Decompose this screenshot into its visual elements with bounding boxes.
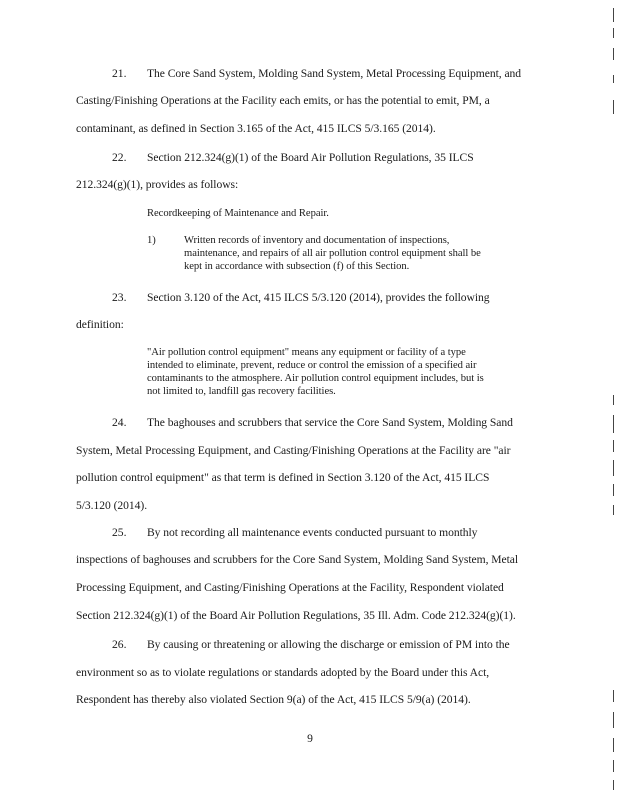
quote-line: kept in accordance with subsection (f) of this Section. bbox=[184, 261, 410, 272]
quote-line: maintenance, and repairs of all air pollution control equipment shall be bbox=[184, 248, 481, 259]
scan-mark bbox=[613, 8, 614, 22]
scan-mark bbox=[613, 484, 614, 496]
paragraph-line: Section 3.120 of the Act, 415 ILCS 5/3.120 (2014), provides the following bbox=[147, 291, 490, 304]
scan-mark bbox=[613, 395, 614, 405]
scan-mark bbox=[613, 100, 614, 114]
paragraph-line: inspections of baghouses and scrubbers for the Core Sand System, Molding Sand System, Metal bbox=[76, 553, 519, 566]
paragraph-line: Section 212.324(g)(1) of the Board Air Pollution Regulations, 35 Ill. Adm. Code 212.324(g)(1). bbox=[76, 609, 516, 622]
paragraph-number: 24. bbox=[112, 416, 127, 429]
quote-line: "Air pollution control equipment" means any equipment or facility of a type bbox=[147, 347, 466, 358]
paragraph-number: 23. bbox=[112, 291, 127, 304]
scan-mark bbox=[613, 75, 614, 83]
paragraph-line: Casting/Finishing Operations at the Facility each emits, or has the potential to emit, PM, a bbox=[76, 94, 490, 107]
quote-line: intended to eliminate, prevent, reduce or control the emission of a specified air bbox=[147, 360, 477, 371]
page-number: 9 bbox=[307, 732, 313, 745]
scan-mark bbox=[613, 690, 614, 702]
scan-mark bbox=[613, 712, 614, 728]
paragraph-line: Respondent has thereby also violated Section 9(a) of the Act, 415 ILCS 5/9(a) (2014). bbox=[76, 693, 471, 706]
paragraph-line: 212.324(g)(1), provides as follows: bbox=[76, 178, 239, 191]
scan-mark bbox=[613, 415, 614, 433]
paragraph-number: 26. bbox=[112, 638, 127, 651]
paragraph-line: pollution control equipment" as that term is defined in Section 3.120 of the Act, 415 ILCS bbox=[76, 471, 490, 484]
scan-mark bbox=[613, 505, 614, 515]
scan-mark bbox=[613, 780, 614, 790]
paragraph-line: System, Metal Processing Equipment, and Casting/Finishing Operations at the Facility are "air bbox=[76, 444, 511, 457]
quote-line: Written records of inventory and documentation of inspections, bbox=[184, 235, 450, 246]
scan-mark bbox=[613, 48, 614, 60]
paragraph-line: definition: bbox=[76, 318, 124, 331]
paragraph-number: 25. bbox=[112, 526, 127, 539]
paragraph-line: The Core Sand System, Molding Sand System, Metal Processing Equipment, and bbox=[147, 67, 522, 80]
paragraph-line: Processing Equipment, and Casting/Finishing Operations at the Facility, Respondent violated bbox=[76, 581, 504, 594]
paragraph-line: The baghouses and scrubbers that service the Core Sand System, Molding Sand bbox=[147, 416, 513, 429]
paragraph-line: By causing or threatening or allowing the discharge or emission of PM into the bbox=[147, 638, 510, 651]
scan-mark bbox=[613, 760, 614, 772]
scan-mark bbox=[613, 440, 614, 452]
paragraph-line: contaminant, as defined in Section 3.165 of the Act, 415 ILCS 5/3.165 (2014). bbox=[76, 122, 436, 135]
scan-mark bbox=[613, 28, 614, 38]
paragraph-line: 5/3.120 (2014). bbox=[76, 499, 148, 512]
quote-line: contaminants to the atmosphere. Air pollution control equipment includes, but is bbox=[147, 373, 484, 384]
paragraph-line: Section 212.324(g)(1) of the Board Air Pollution Regulations, 35 ILCS bbox=[147, 151, 474, 164]
scan-mark bbox=[613, 738, 614, 752]
paragraph-number: 21. bbox=[112, 67, 127, 80]
quote-item-marker: 1) bbox=[147, 235, 156, 246]
quote-line: not limited to, landfill gas recovery facilities. bbox=[147, 386, 336, 397]
paragraph-number: 22. bbox=[112, 151, 127, 164]
paragraph-line: By not recording all maintenance events conducted pursuant to monthly bbox=[147, 526, 478, 539]
quote-heading: Recordkeeping of Maintenance and Repair. bbox=[147, 208, 329, 219]
paragraph-line: environment so as to violate regulations or standards adopted by the Board under this Act, bbox=[76, 666, 490, 679]
scan-mark bbox=[613, 460, 614, 476]
